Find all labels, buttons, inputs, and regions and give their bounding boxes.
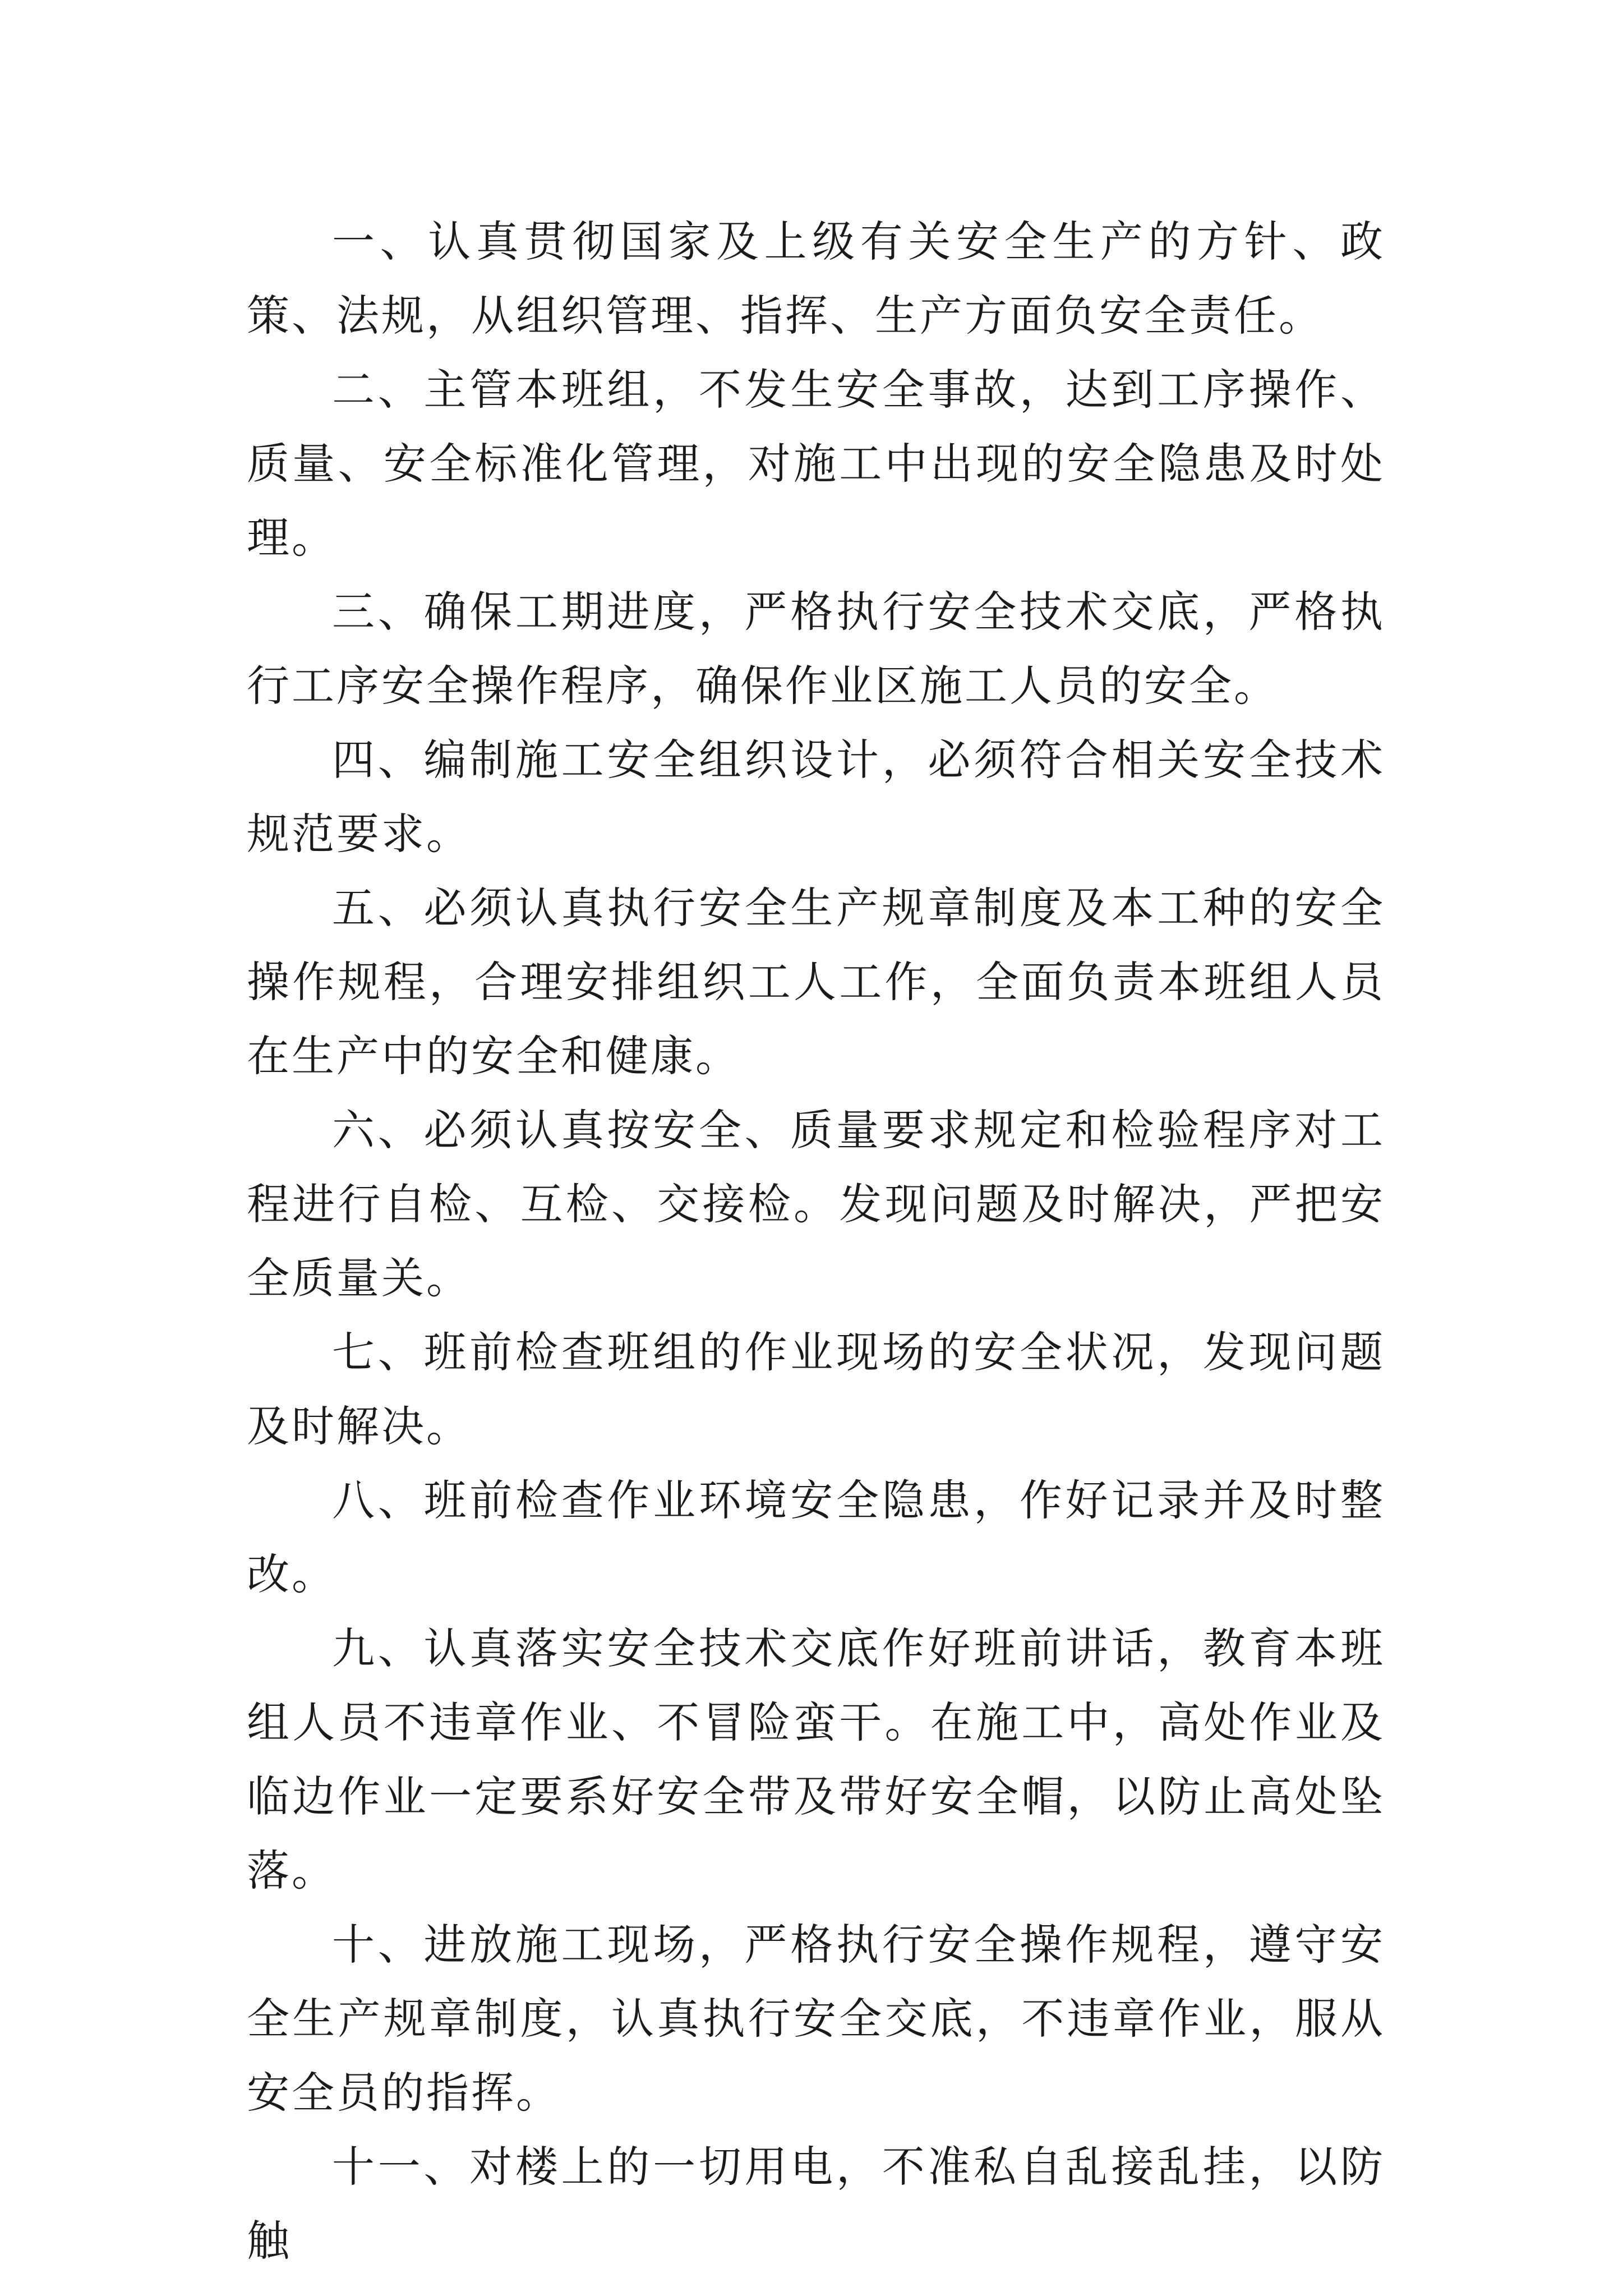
paragraph-6: 六、必须认真按安全、质量要求规定和检验程序对工程进行自检、互检、交接检。发现问题及时解决，严把安全质量关。 [247, 1105, 1385, 1303]
paragraph-11: 十一、对楼上的一切用电，不准私自乱接乱挂，以防触 [247, 2142, 1385, 2266]
paragraph-8: 八、班前检查作业环境安全隐患，作好记录并及时整改。 [247, 1475, 1385, 1599]
paragraph-7: 七、班前检查班组的作业现场的安全状况，发现问题及时解决。 [247, 1327, 1385, 1451]
paragraph-4: 四、编制施工安全组织设计，必须符合相关安全技术规范要求。 [247, 735, 1385, 859]
paragraph-1: 一、认真贯彻国家及上级有关安全生产的方针、政策、法规，从组织管理、指挥、生产方面负安全责任。 [247, 217, 1385, 341]
paragraph-3: 三、确保工期进度，严格执行安全技术交底，严格执行工序安全操作程序，确保作业区施工人员的安全。 [247, 587, 1385, 711]
document-body [247, 205, 1385, 2278]
paragraph-9: 九、认真落实安全技术交底作好班前讲话，教育本班组人员不违章作业、不冒险蛮干。在施工中，高处作业及临边作业一定要系好安全带及带好安全帽，以防止高处坠落。 [247, 1623, 1385, 1895]
paragraph-5: 五、必须认真执行安全生产规章制度及本工种的安全操作规程，合理安排组织工人工作，全面负责本班组人员在生产中的安全和健康。 [247, 883, 1385, 1081]
paragraph-10: 十、进放施工现场，严格执行安全操作规程，遵守安全生产规章制度，认真执行安全交底，不违章作业，服从安全员的指挥。 [247, 1920, 1385, 2118]
paragraph-2: 二、主管本班组，不发生安全事故，达到工序操作、质量、安全标准化管理，对施工中出现的安全隐患及时处理。 [247, 365, 1385, 563]
